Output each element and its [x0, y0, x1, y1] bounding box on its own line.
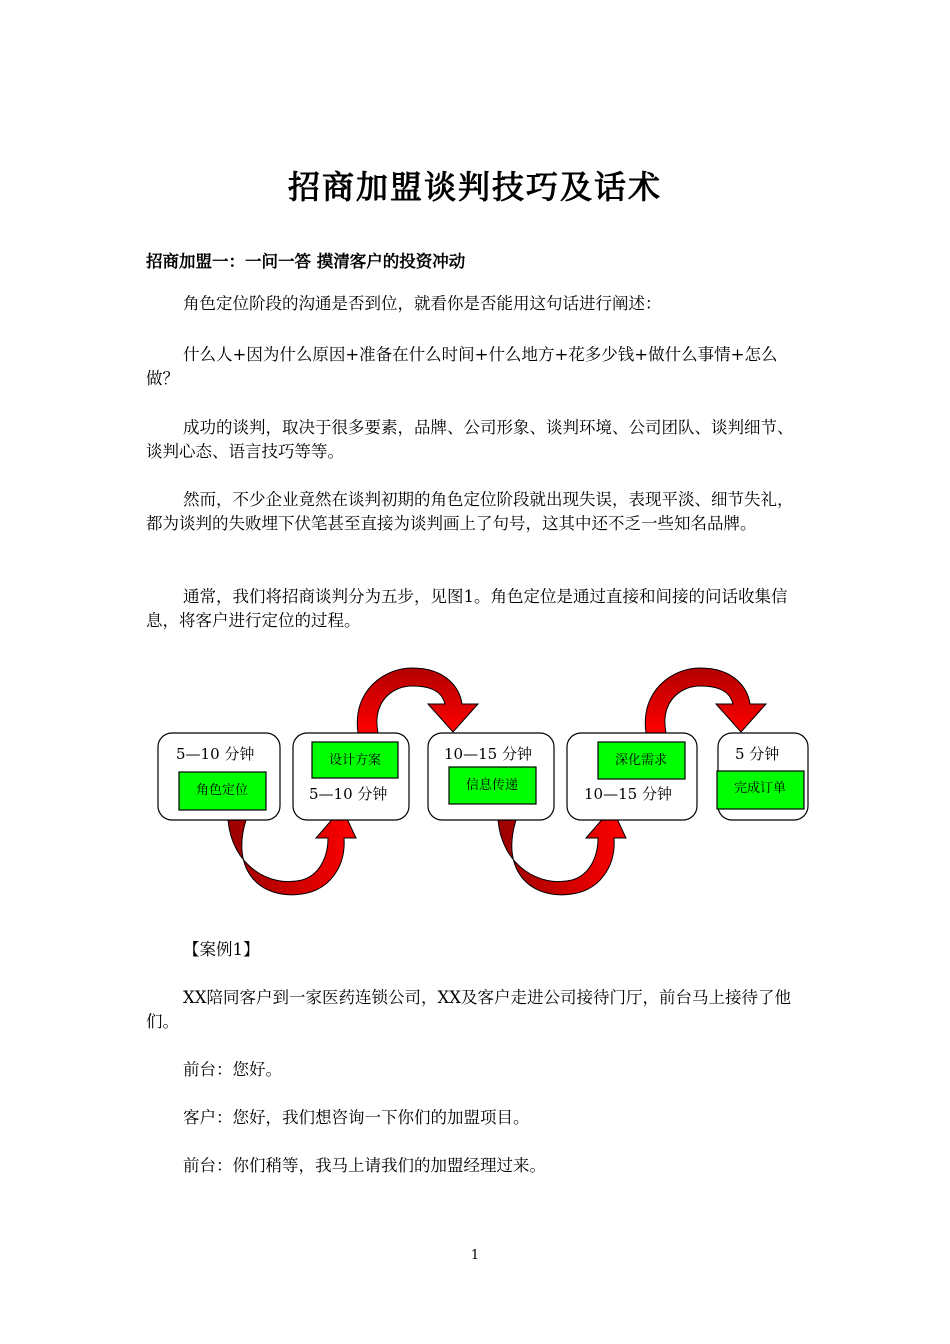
paragraph: 通常，我们将招商谈判分为五步，见图1。角色定位是通过直接和间接的问话收集信息，将客户进行定位的过程。 — [146, 587, 788, 630]
flow-step-label: 完成订单 — [733, 781, 787, 796]
paragraph: 【案例1】 — [183, 940, 260, 959]
flow-step-label: 角色定位 — [195, 783, 249, 798]
flow-step-time: 5 分钟 — [735, 745, 780, 763]
paragraph: 前台：您好。 — [183, 1060, 282, 1079]
paragraph: 前台：你们稍等，我马上请我们的加盟经理过来。 — [183, 1156, 546, 1175]
paragraph: 角色定位阶段的沟通是否到位，就看你是否能用这句话进行阐述： — [183, 294, 662, 313]
flow-step-time: 5—10 分钟 — [176, 745, 255, 763]
paragraph: 然而，不少企业竟然在谈判初期的角色定位阶段就出现失误，表现平淡、细节失礼，都为谈判的失败埋下伏笔甚至直接为谈判画上了句号，这其中还不乏一些知名品牌。 — [146, 490, 794, 533]
arrow-over-icon — [645, 668, 766, 733]
page-number: 1 — [470, 1248, 480, 1263]
flow-step-label: 信息传递 — [465, 778, 519, 793]
section-heading: 招商加盟一：一问一答 摸清客户的投资冲动 — [146, 252, 466, 271]
paragraph: 什么人+因为什么原因+准备在什么时间+什么地方+花多少钱+做什么事情+怎么做？ — [146, 345, 778, 388]
paragraph: 客户：您好，我们想咨询一下你们的加盟项目。 — [183, 1108, 530, 1127]
arrow-over-icon — [357, 668, 478, 733]
flow-step-time: 10—15 分钟 — [444, 745, 532, 763]
arrow-under-icon — [498, 808, 626, 895]
flow-step-label: 设计方案 — [328, 753, 382, 768]
paragraph: XX陪同客户到一家医药连锁公司，XX及客户走进公司接待门厅，前台马上接待了他们。 — [146, 988, 791, 1031]
paragraph: 成功的谈判，取决于很多要素，品牌、公司形象、谈判环境、公司团队、谈判细节、谈判心态、语言技巧等等。 — [146, 418, 794, 461]
flow-step-label: 深化需求 — [614, 753, 668, 768]
flow-step-time: 5—10 分钟 — [309, 785, 388, 803]
page-title: 招商加盟谈判技巧及话术 — [287, 168, 662, 206]
flow-step-time: 10—15 分钟 — [584, 785, 672, 803]
arrow-under-icon — [228, 808, 356, 895]
